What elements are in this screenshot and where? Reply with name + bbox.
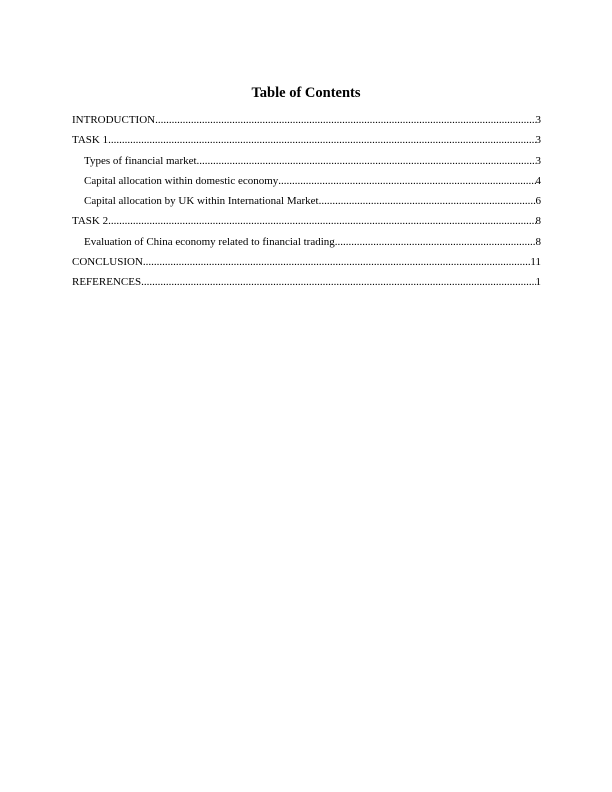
toc-dot-leader (143, 255, 531, 269)
toc-page-number: 8 (535, 215, 541, 228)
toc-entry-label: Capital allocation within domestic economy (84, 174, 279, 187)
toc-entry-capital-allocation-domestic[interactable] (72, 174, 541, 194)
toc-page-number: 3 (535, 114, 541, 126)
toc-entry-label: TASK 2 (72, 215, 109, 228)
toc-entry-introduction[interactable] (72, 113, 541, 133)
toc-entry-label: REFERENCES (72, 276, 142, 289)
toc-dot-leader (335, 235, 536, 249)
toc-entry-label: Types of financial market (84, 154, 197, 167)
toc-entry-conclusion[interactable] (72, 255, 541, 275)
toc-page-number: 3 (535, 154, 541, 167)
toc-page-number: 8 (535, 235, 541, 248)
toc-list (72, 113, 541, 296)
toc-entry-task-1[interactable] (72, 133, 541, 153)
toc-entry-references[interactable] (72, 275, 541, 295)
toc-page-number: 11 (530, 256, 541, 269)
toc-entry-evaluation-china-economy[interactable] (72, 235, 541, 255)
toc-page-number: 3 (535, 134, 541, 147)
toc-dot-leader (197, 154, 536, 168)
toc-dot-leader (108, 133, 535, 147)
toc-entry-label: CONCLUSION (72, 256, 143, 269)
toc-entry-capital-allocation-international[interactable] (72, 194, 541, 214)
toc-entry-label: Evaluation of China economy related to financial trading (84, 235, 335, 248)
toc-entry-label: Capital allocation by UK within International Market (84, 195, 319, 208)
toc-entry-types-of-financial-market[interactable] (72, 154, 541, 174)
toc-entry-label: TASK 1 (72, 134, 109, 147)
toc-dot-leader (141, 275, 535, 289)
toc-entry-label: INTRODUCTION (72, 114, 156, 126)
toc-dot-leader (319, 194, 536, 208)
toc-entry-task-2[interactable] (72, 214, 541, 234)
toc-dot-leader (108, 214, 535, 228)
toc-page-number: 1 (535, 276, 541, 289)
toc-title: Table of Contents (251, 85, 361, 101)
toc-page-number: 4 (535, 174, 541, 187)
toc-page-number: 6 (535, 195, 541, 208)
toc-dot-leader (155, 113, 535, 127)
toc-dot-leader (278, 174, 535, 188)
